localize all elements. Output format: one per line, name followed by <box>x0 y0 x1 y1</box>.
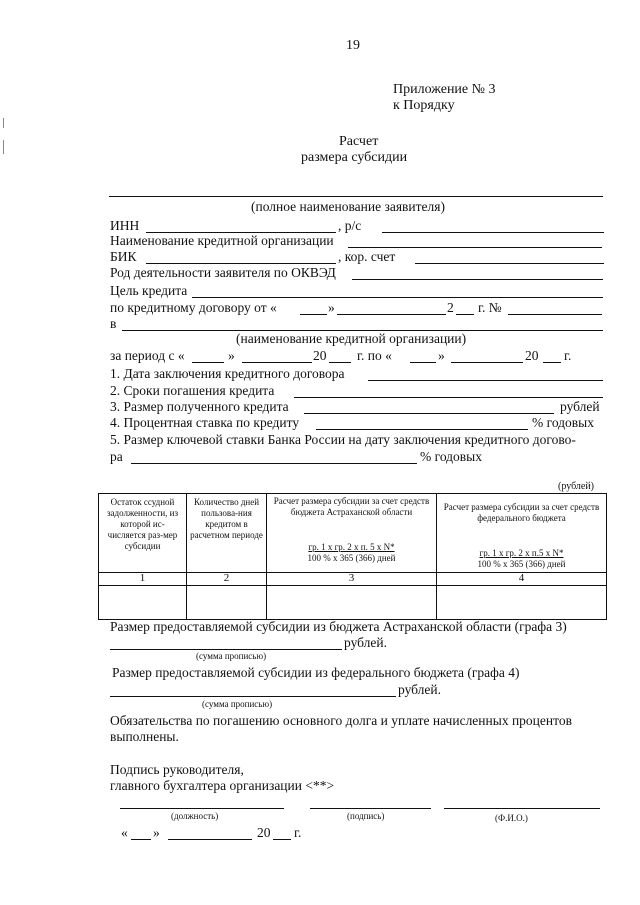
rs-label: , р/с <box>338 218 362 233</box>
cell-regional-subsidy[interactable] <box>267 586 437 620</box>
bik-label: БИК <box>110 249 137 264</box>
regional-subsidy-caption: (сумма прописью) <box>196 651 267 661</box>
contract-quote-close: » <box>328 300 335 315</box>
okved-field[interactable] <box>352 279 603 280</box>
item-4-unit: % годовых <box>532 415 594 430</box>
federal-formula-denominator: 100 % х 365 (366) дней <box>477 559 566 569</box>
contract-day-field[interactable] <box>300 314 327 315</box>
period-end-year-prefix: 20 <box>525 348 539 363</box>
item-1-field[interactable] <box>368 380 603 381</box>
header-regional-calc <box>267 494 437 573</box>
period-end-year[interactable] <box>543 362 561 363</box>
obligations-line-1: Обязательства по погашению основного долга и уплате начисленных процентов <box>110 713 572 728</box>
period-start-day[interactable] <box>192 362 224 363</box>
column-number-2: 2 <box>187 573 267 586</box>
obligations-line-2: выполнены. <box>110 729 179 744</box>
header-regional-text: Расчет размера субсидии за счет средств бюджета Астраханской области <box>273 496 430 517</box>
federal-subsidy-text: Размер предоставляемой субсидии из федерального бюджета (графа 4) <box>112 665 520 680</box>
header-loan-balance-text: Остаток ссудной задолженности, из которой ис-числяется раз-мер субсидии <box>106 497 179 551</box>
regional-subsidy-amount-field[interactable] <box>110 649 342 650</box>
date-quote-open: « <box>121 825 128 840</box>
regional-subsidy-unit: рублей. <box>344 635 388 650</box>
title-line-1: Расчет <box>339 134 379 149</box>
header-federal-calc <box>437 494 607 573</box>
period-start-year-prefix: 20 <box>313 348 327 363</box>
rs-field[interactable] <box>382 232 604 233</box>
item-3-field[interactable] <box>304 413 554 414</box>
cell-loan-balance[interactable] <box>99 586 187 620</box>
period-start-label: за период с « <box>110 348 185 363</box>
credit-org-label: Наименование кредитной организации <box>110 233 334 248</box>
inn-label: ИНН <box>110 218 140 233</box>
federal-subsidy-caption: (сумма прописью) <box>202 699 273 709</box>
kor-account-label: , кор. счет <box>338 249 396 264</box>
period-end-label: г. по « <box>357 348 392 363</box>
date-day-field[interactable] <box>131 839 151 840</box>
regional-formula-denominator: 100 % х 365 (366) дней <box>307 553 396 563</box>
regional-formula: гр. 1 х гр. 2 х п. 5 х N* <box>308 542 395 552</box>
binding-mark <box>3 118 4 128</box>
title-line-2: размера субсидии <box>301 150 408 165</box>
bik-field[interactable] <box>146 263 336 264</box>
okved-label: Род деятельности заявителя по ОКВЭД <box>110 265 336 280</box>
item-3-label: 3. Размер полученного кредита <box>110 399 289 414</box>
date-quote-close: » <box>153 825 160 840</box>
sign-caption: (подпись) <box>347 811 385 821</box>
item-4-field[interactable] <box>316 429 528 430</box>
item-2-label: 2. Сроки погашения кредита <box>110 383 275 398</box>
item-3-unit: рублей <box>560 399 600 414</box>
position-field[interactable] <box>120 808 284 809</box>
column-number-4: 4 <box>437 573 607 586</box>
cell-days[interactable] <box>187 586 267 620</box>
federal-subsidy-amount-field[interactable] <box>110 696 396 697</box>
date-year-field[interactable] <box>273 839 291 840</box>
period-quote-2: » <box>438 348 445 363</box>
contract-month-field[interactable] <box>337 314 446 315</box>
item-2-field[interactable] <box>294 397 603 398</box>
date-month-field[interactable] <box>168 839 252 840</box>
federal-subsidy-unit: рублей. <box>398 682 442 697</box>
item-1-label: 1. Дата заключения кредитного договора <box>110 366 345 381</box>
bank-label: в <box>110 316 117 331</box>
applicant-name-line <box>109 196 603 197</box>
period-end-month[interactable] <box>451 362 523 363</box>
full-name-caption: (Ф.И.О.) <box>495 813 528 823</box>
item-5-field[interactable] <box>131 463 417 464</box>
column-number-3: 3 <box>267 573 437 586</box>
sign-field[interactable] <box>310 808 431 809</box>
applicant-caption: (полное наименование заявителя) <box>251 199 445 214</box>
period-end-g: г. <box>564 348 572 363</box>
contract-number-field[interactable] <box>508 314 602 315</box>
purpose-label: Цель кредита <box>110 283 188 298</box>
position-caption: (должность) <box>171 811 219 821</box>
cell-federal-subsidy[interactable] <box>437 586 607 620</box>
period-start-year[interactable] <box>329 362 351 363</box>
federal-formula: гр. 1 х гр. 2 х п.5 х N* <box>479 548 564 558</box>
contract-year-field[interactable] <box>456 314 474 315</box>
contract-label: по кредитному договору от « <box>110 300 277 315</box>
kor-account-field[interactable] <box>415 263 604 264</box>
column-number-1: 1 <box>99 573 187 586</box>
item-5-unit: % годовых <box>420 449 482 464</box>
contract-number-label: г. № <box>478 300 502 315</box>
period-start-month[interactable] <box>242 362 312 363</box>
header-federal-text: Расчет размера субсидии за счет средств федерального бюджета <box>443 502 600 523</box>
item-5-label: 5. Размер ключевой ставки Банка России на дату заключения кредитного догово- <box>110 432 576 447</box>
signature-line-1: Подпись руководителя, <box>110 762 244 777</box>
period-end-day[interactable] <box>410 362 436 363</box>
page-number: 19 <box>346 38 360 53</box>
item-4-label: 4. Процентная ставка по кредиту <box>110 415 300 430</box>
full-name-field[interactable] <box>444 808 600 809</box>
table-unit: (рублей) <box>558 481 595 492</box>
bank-caption: (наименование кредитной организации) <box>236 331 467 346</box>
regional-subsidy-text: Размер предоставляемой субсидии из бюджета Астраханской области (графа 3) <box>110 619 567 634</box>
purpose-field[interactable] <box>192 297 603 298</box>
header-days <box>187 494 267 573</box>
period-quote-1: » <box>228 348 235 363</box>
subsidy-calculation-table <box>98 493 607 620</box>
signature-line-2: главного бухгалтера организации <**> <box>110 778 335 793</box>
appendix-line-2: к Порядку <box>393 98 455 113</box>
binding-mark <box>3 140 4 154</box>
header-loan-balance <box>99 494 187 573</box>
date-year-prefix: 20 <box>257 825 271 840</box>
item-5-continuation: ра <box>110 449 123 464</box>
header-days-text: Количество дней пользова-ния кредитом в расчетном периоде <box>190 497 263 540</box>
credit-org-field[interactable] <box>348 247 602 248</box>
contract-year-prefix: 2 <box>447 300 454 315</box>
date-g: г. <box>294 825 302 840</box>
appendix-line-1: Приложение № 3 <box>393 82 496 97</box>
